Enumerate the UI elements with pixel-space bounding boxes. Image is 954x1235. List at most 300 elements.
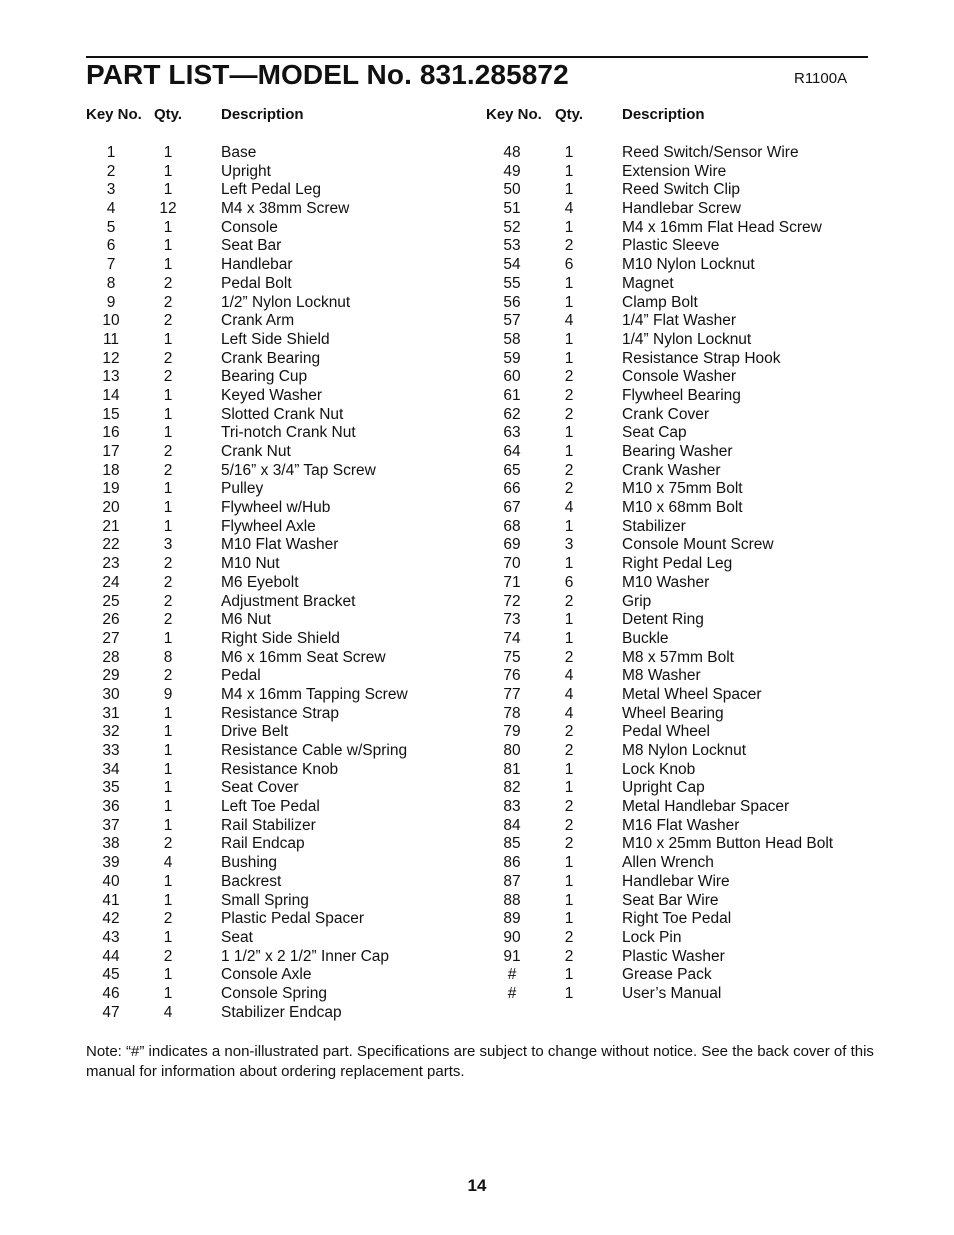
part-key-number: 5 — [106, 218, 116, 236]
part-row — [480, 611, 954, 630]
part-description: Crank Nut — [221, 443, 291, 460]
part-key-number: 57 — [503, 312, 521, 330]
part-quantity: 1 — [564, 293, 574, 311]
part-key-number: 85 — [503, 835, 521, 853]
part-quantity: 2 — [163, 667, 173, 685]
part-quantity: 6 — [564, 573, 574, 591]
part-description: Reed Switch/Sensor Wire — [622, 144, 799, 161]
part-key-number: 22 — [102, 536, 120, 554]
page-number: 14 — [467, 1176, 487, 1195]
part-row — [480, 873, 954, 892]
left-header-qty: Qty. — [154, 106, 183, 123]
part-description: Flywheel Bearing — [622, 386, 741, 404]
part-row — [480, 294, 954, 313]
part-quantity: 2 — [163, 443, 173, 460]
part-quantity: 2 — [564, 405, 574, 423]
part-quantity: 1 — [564, 330, 574, 348]
part-row — [0, 686, 480, 705]
part-row — [480, 443, 954, 462]
part-row — [480, 574, 954, 593]
part-quantity: 1 — [564, 891, 574, 909]
part-key-number: 48 — [503, 144, 521, 161]
part-quantity: 1 — [163, 798, 173, 816]
part-row — [0, 929, 480, 948]
part-row — [480, 705, 954, 724]
part-description: Stabilizer Endcap — [221, 1003, 342, 1021]
part-quantity: 2 — [163, 611, 173, 629]
part-description: Upright Cap — [622, 779, 705, 797]
part-description: Left Pedal Leg — [221, 181, 321, 199]
part-row — [480, 462, 954, 481]
part-description: Clamp Bolt — [622, 293, 698, 311]
part-row — [480, 350, 954, 369]
part-quantity: 2 — [564, 816, 574, 834]
part-description: 1 1/2” x 2 1/2” Inner Cap — [221, 947, 390, 965]
part-quantity: 1 — [163, 517, 173, 535]
part-quantity: 1 — [163, 144, 173, 161]
part-row — [0, 350, 480, 369]
part-row — [0, 462, 480, 481]
part-quantity: 1 — [564, 181, 574, 199]
part-description: Plastic Sleeve — [622, 237, 720, 255]
part-key-number: 47 — [102, 1003, 120, 1021]
part-quantity: 1 — [163, 742, 173, 759]
part-description: Detent Ring — [622, 611, 704, 629]
part-row — [480, 835, 954, 854]
part-description: Pulley — [221, 480, 264, 498]
part-description: Crank Arm — [221, 312, 295, 330]
part-row — [0, 536, 480, 555]
part-row — [480, 929, 954, 948]
part-quantity: 1 — [564, 555, 574, 573]
part-key-number: # — [507, 984, 517, 1002]
part-description: Console — [221, 218, 278, 236]
part-description: M4 x 38mm Screw — [221, 200, 350, 218]
part-description: Rail Endcap — [221, 835, 305, 853]
part-description: Handlebar Screw — [622, 200, 741, 218]
part-quantity: 2 — [564, 723, 574, 741]
part-quantity: 1 — [163, 181, 173, 199]
part-quantity: 1 — [163, 816, 173, 834]
part-row — [0, 854, 480, 873]
part-key-number: 16 — [102, 424, 120, 442]
part-key-number: 32 — [102, 723, 120, 741]
left-header-description: Description — [221, 106, 304, 123]
part-description: Right Pedal Leg — [622, 555, 733, 573]
part-description: Console Washer — [622, 368, 737, 386]
part-key-number: 43 — [102, 928, 120, 946]
part-row — [480, 966, 954, 985]
part-description: Right Toe Pedal — [622, 910, 732, 928]
part-key-number: 29 — [102, 667, 120, 685]
part-description: M6 Nut — [221, 611, 271, 629]
part-key-number: 34 — [102, 760, 120, 778]
part-row — [480, 499, 954, 518]
part-quantity: 2 — [564, 798, 574, 816]
part-quantity: 12 — [159, 200, 177, 218]
part-row — [0, 144, 480, 163]
part-description: Upright — [221, 162, 271, 180]
part-quantity: 1 — [564, 611, 574, 629]
part-row — [480, 779, 954, 798]
part-description: Metal Wheel Spacer — [622, 685, 762, 703]
part-quantity: 2 — [163, 349, 173, 367]
part-quantity: 1 — [564, 910, 574, 928]
part-row — [0, 761, 480, 780]
part-key-number: 65 — [503, 461, 521, 479]
part-quantity: 4 — [564, 499, 574, 517]
part-row — [0, 817, 480, 836]
part-row — [0, 779, 480, 798]
part-row — [0, 705, 480, 724]
part-quantity: 2 — [163, 910, 173, 928]
part-key-number: 9 — [106, 293, 116, 311]
part-key-number: 67 — [503, 499, 521, 517]
part-quantity: 1 — [163, 704, 173, 722]
part-row — [0, 667, 480, 686]
part-description: Console Mount Screw — [622, 536, 774, 554]
part-row — [480, 181, 954, 200]
part-row — [0, 331, 480, 350]
part-description: Bearing Cup — [221, 368, 308, 386]
part-description: 1/4” Nylon Locknut — [622, 330, 752, 348]
part-description: Base — [221, 144, 257, 161]
part-quantity: 6 — [564, 256, 574, 274]
part-key-number: 74 — [503, 629, 521, 647]
part-row — [480, 312, 954, 331]
part-key-number: 31 — [102, 704, 120, 722]
part-row — [480, 742, 954, 761]
part-key-number: 2 — [106, 162, 116, 180]
part-description: Grease Pack — [622, 966, 712, 984]
part-row — [0, 742, 480, 761]
part-row — [480, 892, 954, 911]
part-quantity: 1 — [163, 237, 173, 255]
document-code: R1100A — [794, 70, 848, 87]
parts-list-right — [480, 144, 954, 1004]
part-description: Resistance Strap Hook — [622, 349, 781, 367]
part-quantity: 2 — [564, 648, 574, 666]
part-quantity: 2 — [564, 742, 574, 759]
part-quantity: 9 — [163, 685, 173, 703]
part-description: Lock Pin — [622, 928, 682, 946]
part-row — [0, 275, 480, 294]
part-description: Reed Switch Clip — [622, 181, 741, 199]
part-quantity: 1 — [564, 218, 574, 236]
part-key-number: 68 — [503, 517, 521, 535]
part-row — [480, 219, 954, 238]
part-row — [480, 854, 954, 873]
part-row — [480, 985, 954, 1004]
part-key-number: 72 — [503, 592, 521, 610]
part-description: Seat Cover — [221, 779, 299, 797]
part-key-number: 42 — [102, 910, 120, 928]
part-key-number: 53 — [503, 237, 521, 255]
page-title: PART LIST—MODEL No. 831.285872 — [86, 59, 569, 90]
part-row — [0, 368, 480, 387]
part-quantity: 1 — [163, 984, 173, 1002]
part-quantity: 1 — [564, 424, 574, 442]
part-quantity: 1 — [163, 405, 173, 423]
part-quantity: 2 — [564, 928, 574, 946]
part-description: Keyed Washer — [221, 386, 323, 404]
part-key-number: 41 — [102, 891, 120, 909]
part-key-number: 89 — [503, 910, 521, 928]
part-row — [480, 387, 954, 406]
part-quantity: 1 — [564, 443, 574, 460]
part-row — [0, 630, 480, 649]
part-row — [480, 761, 954, 780]
part-description: 1/2” Nylon Locknut — [221, 293, 351, 311]
part-quantity: 2 — [163, 555, 173, 573]
part-key-number: 15 — [102, 405, 120, 423]
part-description: Left Side Shield — [221, 330, 330, 348]
part-key-number: 7 — [106, 256, 116, 274]
part-key-number: 17 — [102, 443, 120, 460]
part-row — [0, 798, 480, 817]
part-quantity: 1 — [163, 218, 173, 236]
part-key-number: 91 — [503, 947, 521, 965]
part-key-number: # — [507, 966, 517, 984]
part-description: Flywheel Axle — [221, 517, 316, 535]
part-key-number: 25 — [102, 592, 120, 610]
part-row — [480, 686, 954, 705]
part-quantity: 1 — [163, 330, 173, 348]
part-quantity: 2 — [564, 368, 574, 386]
part-description: Handlebar Wire — [622, 872, 730, 890]
part-description: Resistance Knob — [221, 760, 339, 778]
part-description: Console Spring — [221, 984, 327, 1002]
part-quantity: 1 — [564, 629, 574, 647]
part-description: M16 Flat Washer — [622, 816, 740, 834]
part-description: M8 Nylon Locknut — [622, 742, 747, 759]
part-key-number: 83 — [503, 798, 521, 816]
part-row — [480, 555, 954, 574]
part-row — [0, 948, 480, 967]
part-row — [0, 294, 480, 313]
part-description: M8 Washer — [622, 667, 701, 685]
part-quantity: 1 — [163, 760, 173, 778]
part-quantity: 1 — [163, 723, 173, 741]
part-description: Wheel Bearing — [622, 704, 724, 722]
part-description: 5/16” x 3/4” Tap Screw — [221, 461, 376, 479]
part-quantity: 1 — [564, 966, 574, 984]
part-description: M4 x 16mm Flat Head Screw — [622, 218, 822, 236]
footnote: Note: “#” indicates a non-illustrated part. Specifications are subject to change without notice. See the back cover of this manual for information about ordering replacement parts. — [86, 1043, 874, 1080]
part-key-number: 56 — [503, 293, 521, 311]
part-quantity: 3 — [564, 536, 574, 554]
part-key-number: 49 — [503, 162, 521, 180]
part-row — [480, 331, 954, 350]
part-description: Allen Wrench — [622, 854, 714, 872]
part-row — [0, 219, 480, 238]
part-key-number: 36 — [102, 798, 120, 816]
part-description: 1/4” Flat Washer — [622, 312, 736, 330]
part-row — [0, 873, 480, 892]
part-quantity: 1 — [163, 424, 173, 442]
part-key-number: 62 — [503, 405, 521, 423]
part-description: Right Side Shield — [221, 629, 340, 647]
part-key-number: 21 — [102, 517, 120, 535]
part-description: M4 x 16mm Tapping Screw — [221, 685, 408, 703]
part-row — [0, 1004, 480, 1023]
part-description: User’s Manual — [622, 984, 722, 1002]
part-key-number: 28 — [102, 648, 120, 666]
part-key-number: 90 — [503, 928, 521, 946]
part-quantity: 2 — [163, 573, 173, 591]
part-quantity: 1 — [564, 349, 574, 367]
part-row — [0, 424, 480, 443]
part-key-number: 52 — [503, 218, 521, 236]
part-description: Seat Bar — [221, 237, 282, 255]
part-row — [480, 275, 954, 294]
right-header-description: Description — [622, 106, 705, 123]
part-key-number: 66 — [503, 480, 521, 498]
part-key-number: 1 — [106, 144, 116, 161]
part-key-number: 19 — [102, 480, 120, 498]
part-key-number: 58 — [503, 330, 521, 348]
part-key-number: 12 — [102, 349, 120, 367]
part-key-number: 39 — [102, 854, 120, 872]
part-description: Adjustment Bracket — [221, 592, 356, 610]
part-description: Resistance Cable w/Spring — [221, 742, 408, 759]
part-row — [0, 611, 480, 630]
part-key-number: 6 — [106, 237, 116, 255]
part-description: Seat Cap — [622, 424, 687, 442]
part-description: Extension Wire — [622, 162, 727, 180]
part-key-number: 82 — [503, 779, 521, 797]
part-quantity: 2 — [564, 592, 574, 610]
part-key-number: 3 — [106, 181, 116, 199]
part-row — [0, 649, 480, 668]
part-key-number: 54 — [503, 256, 521, 274]
part-quantity: 4 — [564, 312, 574, 330]
part-row — [480, 480, 954, 499]
part-quantity: 2 — [163, 947, 173, 965]
right-header-key: Key No. — [486, 106, 542, 123]
part-key-number: 27 — [102, 629, 120, 647]
part-quantity: 1 — [163, 499, 173, 517]
right-header-qty: Qty. — [555, 106, 584, 123]
part-row — [0, 406, 480, 425]
part-quantity: 1 — [564, 760, 574, 778]
part-key-number: 35 — [102, 779, 120, 797]
part-key-number: 84 — [503, 816, 521, 834]
part-row — [0, 518, 480, 537]
part-quantity: 1 — [163, 966, 173, 984]
part-quantity: 2 — [163, 592, 173, 610]
part-key-number: 46 — [102, 984, 120, 1002]
part-quantity: 1 — [163, 779, 173, 797]
part-quantity: 1 — [163, 162, 173, 180]
part-row — [0, 593, 480, 612]
part-row — [0, 555, 480, 574]
part-key-number: 33 — [102, 742, 120, 759]
part-key-number: 79 — [503, 723, 521, 741]
part-row — [480, 667, 954, 686]
part-key-number: 76 — [503, 667, 521, 685]
part-key-number: 10 — [102, 312, 120, 330]
part-quantity: 4 — [163, 854, 173, 872]
part-key-number: 23 — [102, 555, 120, 573]
part-key-number: 59 — [503, 349, 521, 367]
part-description: Metal Handlebar Spacer — [622, 798, 790, 816]
part-row — [0, 312, 480, 331]
part-quantity: 1 — [564, 274, 574, 292]
part-description: Bearing Washer — [622, 443, 733, 460]
part-key-number: 61 — [503, 386, 521, 404]
part-description: Plastic Pedal Spacer — [221, 910, 365, 928]
part-quantity: 4 — [564, 200, 574, 218]
part-key-number: 4 — [106, 200, 116, 218]
part-row — [480, 200, 954, 219]
part-description: Drive Belt — [221, 723, 289, 741]
part-quantity: 1 — [163, 629, 173, 647]
part-quantity: 4 — [564, 685, 574, 703]
part-row — [480, 723, 954, 742]
part-quantity: 2 — [163, 368, 173, 386]
part-description: Seat Bar Wire — [622, 891, 719, 909]
part-quantity: 2 — [564, 480, 574, 498]
part-row — [0, 480, 480, 499]
part-key-number: 70 — [503, 555, 521, 573]
part-quantity: 3 — [163, 536, 173, 554]
part-quantity: 2 — [163, 461, 173, 479]
part-description: Pedal Wheel — [622, 723, 710, 741]
part-row — [0, 499, 480, 518]
part-quantity: 1 — [163, 256, 173, 274]
part-key-number: 80 — [503, 742, 521, 759]
part-description: Lock Knob — [622, 760, 696, 778]
part-quantity: 1 — [564, 162, 574, 180]
part-description: Buckle — [622, 629, 669, 647]
part-description: M6 Eyebolt — [221, 573, 299, 591]
part-quantity: 1 — [564, 144, 574, 161]
part-key-number: 88 — [503, 891, 521, 909]
part-description: Flywheel w/Hub — [221, 499, 331, 517]
part-row — [480, 406, 954, 425]
part-key-number: 40 — [102, 872, 120, 890]
part-description: M6 x 16mm Seat Screw — [221, 648, 386, 666]
part-row — [480, 649, 954, 668]
part-quantity: 2 — [564, 237, 574, 255]
part-row — [480, 424, 954, 443]
part-key-number: 73 — [503, 611, 521, 629]
part-description: Slotted Crank Nut — [221, 405, 344, 423]
part-row — [480, 256, 954, 275]
part-row — [0, 163, 480, 182]
part-key-number: 51 — [503, 200, 521, 218]
part-description: Console Axle — [221, 966, 312, 984]
part-key-number: 18 — [102, 461, 120, 479]
part-key-number: 86 — [503, 854, 521, 872]
part-quantity: 1 — [564, 854, 574, 872]
part-quantity: 1 — [163, 386, 173, 404]
part-quantity: 2 — [564, 386, 574, 404]
part-key-number: 30 — [102, 685, 120, 703]
part-quantity: 4 — [564, 667, 574, 685]
parts-list-left — [0, 144, 480, 1022]
part-row — [0, 256, 480, 275]
part-key-number: 38 — [102, 835, 120, 853]
part-quantity: 2 — [564, 947, 574, 965]
part-description: Handlebar — [221, 256, 293, 274]
part-description: Pedal Bolt — [221, 274, 292, 292]
part-row — [480, 630, 954, 649]
part-description: Magnet — [622, 274, 674, 292]
part-row — [480, 237, 954, 256]
part-description: Pedal — [221, 667, 261, 685]
